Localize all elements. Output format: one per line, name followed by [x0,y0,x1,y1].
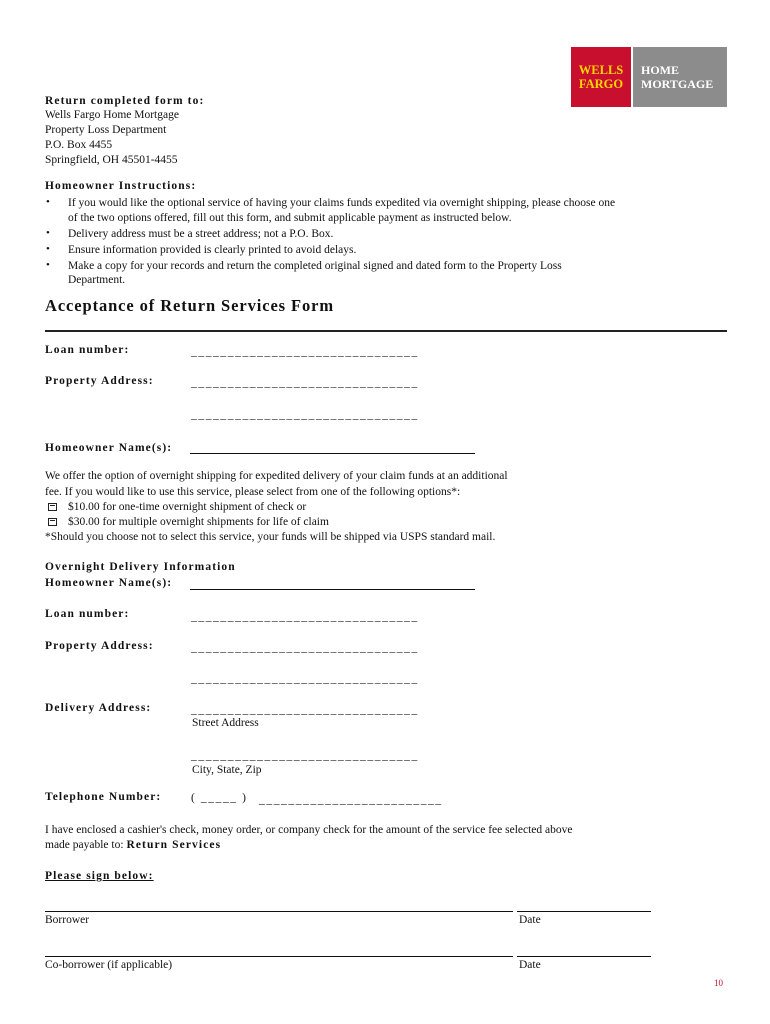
return-to-line-1: Wells Fargo Home Mortgage [45,109,179,121]
return-to-heading: Return completed form to: [45,95,205,107]
homeowner-name-field[interactable] [190,453,475,454]
bullet-icon: • [46,259,50,271]
home-mortgage-logo [633,47,727,107]
form-title: Acceptance of Return Services Form [45,296,335,315]
coborrower-date-label: Date [519,959,541,971]
instruction-1-cont: of the two options offered, fill out this form, and submit applicable payment as instructed below. [68,212,512,224]
offer-note: *Should you choose not to select this service, your funds will be shipped via USPS standard mail. [45,531,496,543]
borrower-date-line[interactable] [517,911,651,912]
sign-below-heading: Please sign below: [45,870,154,882]
bullet-icon: • [46,196,50,208]
logo-brand-line2: FARGO [578,77,624,91]
overnight-heading: Overnight Delivery Information [45,561,236,573]
return-to-line-2: Property Loss Department [45,124,167,136]
coborrower-label: Co-borrower (if applicable) [45,959,173,971]
title-divider [45,330,727,332]
option-10-checkbox[interactable] [48,503,57,511]
logo-unit-line2: MORTGAGE [641,77,714,91]
delivery-street-field[interactable]: _______________________________ [191,704,419,716]
instruction-2: Delivery address must be a street address; not a P.O. Box. [68,228,334,240]
bullet-icon: • [46,243,50,255]
telephone-area-field[interactable]: ( _____ ) [191,792,248,804]
instructions-heading: Homeowner Instructions: [45,180,197,192]
return-to-line-4: Springfield, OH 45501-4455 [45,154,178,166]
overnight-homeowner-label: Homeowner Name(s): [45,577,173,589]
borrower-signature-line[interactable] [45,911,513,912]
return-to-line-3: P.O. Box 4455 [45,139,113,151]
overnight-loan-label: Loan number: [45,608,130,620]
overnight-property-label: Property Address: [45,640,154,652]
homeowner-name-label: Homeowner Name(s): [45,442,173,454]
instruction-3: Ensure information provided is clearly printed to avoid delays. [68,244,357,256]
payable-to-text: made payable to: [45,839,127,851]
option-10-label: $10.00 for one-time overnight shipment of check or [68,501,307,513]
loan-number-field[interactable]: _______________________________ [191,346,419,358]
coborrower-date-line[interactable] [517,956,651,957]
property-address-label: Property Address: [45,375,154,387]
instruction-1: If you would like the optional service of having your claims funds expedited via overnight shipping, please choose one [68,197,616,209]
option-30-checkbox[interactable] [48,518,57,526]
wells-fargo-logo [571,47,631,107]
property-address-field-1[interactable]: _______________________________ [191,377,419,389]
logo-unit-line1: HOME [641,63,679,77]
payee-name: Return Services [126,839,222,851]
telephone-number-field[interactable]: _________________________ [259,794,443,806]
telephone-label: Telephone Number: [45,791,162,803]
property-address-field-2[interactable]: _______________________________ [191,409,419,421]
street-address-caption: Street Address [192,717,259,729]
overnight-property-field-1[interactable]: _______________________________ [191,642,419,654]
page-number: 10 [714,978,723,988]
instruction-4: Make a copy for your records and return the completed original signed and dated form to the Property Loss [68,260,562,272]
overnight-loan-field[interactable]: _______________________________ [191,611,419,623]
borrower-label: Borrower [45,914,90,926]
option-30-label: $30.00 for multiple overnight shipments for life of claim [68,516,329,528]
delivery-address-label: Delivery Address: [45,702,152,714]
offer-text-1: We offer the option of overnight shipping for expedited delivery of your claim funds at an additional [45,470,508,482]
loan-number-label: Loan number: [45,344,130,356]
coborrower-signature-line[interactable] [45,956,513,957]
logo-brand-line1: WELLS [578,63,624,77]
delivery-city-field[interactable]: _______________________________ [191,750,419,762]
borrower-date-label: Date [519,914,541,926]
offer-text-2: fee. If you would like to use this service, please select from one of the following options*: [45,486,461,498]
payment-text: I have enclosed a cashier's check, money order, or company check for the amount of the service fee selected above [45,824,573,836]
instruction-4-cont: Department. [68,274,126,286]
bullet-icon: • [46,227,50,239]
city-state-zip-caption: City, State, Zip [192,764,262,776]
overnight-homeowner-field[interactable] [190,589,475,590]
overnight-property-field-2[interactable]: _______________________________ [191,673,419,685]
